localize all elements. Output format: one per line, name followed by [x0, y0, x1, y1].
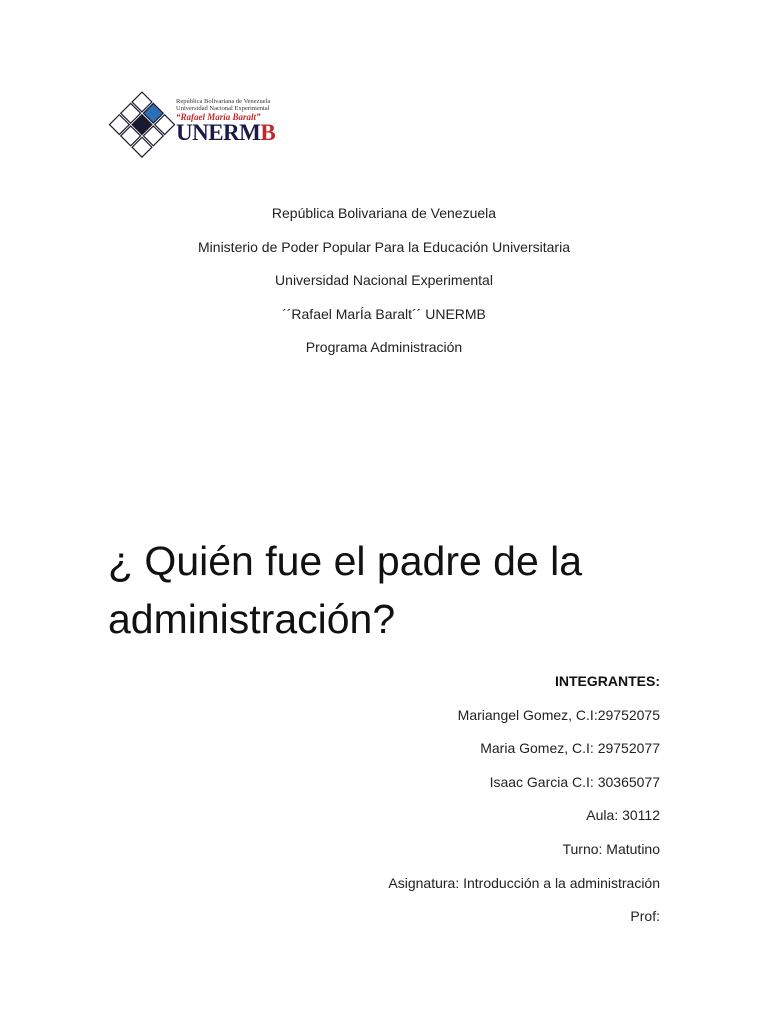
- header-ministry: Ministerio de Poder Popular Para la Educación Universitaria: [198, 238, 570, 255]
- members-block: [100, 670, 660, 939]
- classroom-info: Aula: 30112: [586, 807, 660, 824]
- logo-university-line: Universidad Nacional Experimental: [176, 105, 270, 112]
- member-item: Mariangel Gomez, C.I:29752075: [457, 706, 660, 723]
- member-item: Maria Gomez, C.I: 29752077: [480, 740, 660, 757]
- institution-header: [0, 202, 768, 370]
- shift-info: Turno: Matutino: [562, 840, 660, 857]
- title-line-1: ¿ Quién fue el padre de la: [108, 538, 583, 584]
- members-heading: INTEGRANTES:: [555, 673, 660, 689]
- university-logo: [104, 88, 294, 160]
- logo-rafael-line: “Rafael María Baralt”: [176, 112, 261, 122]
- header-university-name: ´´Rafael MarÍa Baralt´´ UNERMB: [282, 305, 486, 322]
- logo-republic-line: República Bolivariana de Venezuela: [176, 98, 271, 105]
- professor-info: Prof:: [630, 908, 660, 925]
- header-university: Universidad Nacional Experimental: [275, 272, 493, 288]
- logo-brand-end: B: [260, 120, 276, 145]
- logo-text: [176, 98, 275, 144]
- logo-brand-main: UNERM: [176, 120, 261, 145]
- header-program: Programa Administración: [305, 339, 463, 355]
- title-line-2: administración?: [108, 596, 396, 642]
- header-republic: República Bolivariana de Venezuela: [271, 205, 497, 221]
- document-title: [108, 532, 708, 648]
- member-item: Isaac Garcia C.I: 30365077: [489, 773, 660, 790]
- unermb-emblem-icon: [104, 88, 180, 160]
- logo-brand: [176, 122, 275, 144]
- subject-info: Asignatura: Introducción a la administración: [388, 874, 660, 891]
